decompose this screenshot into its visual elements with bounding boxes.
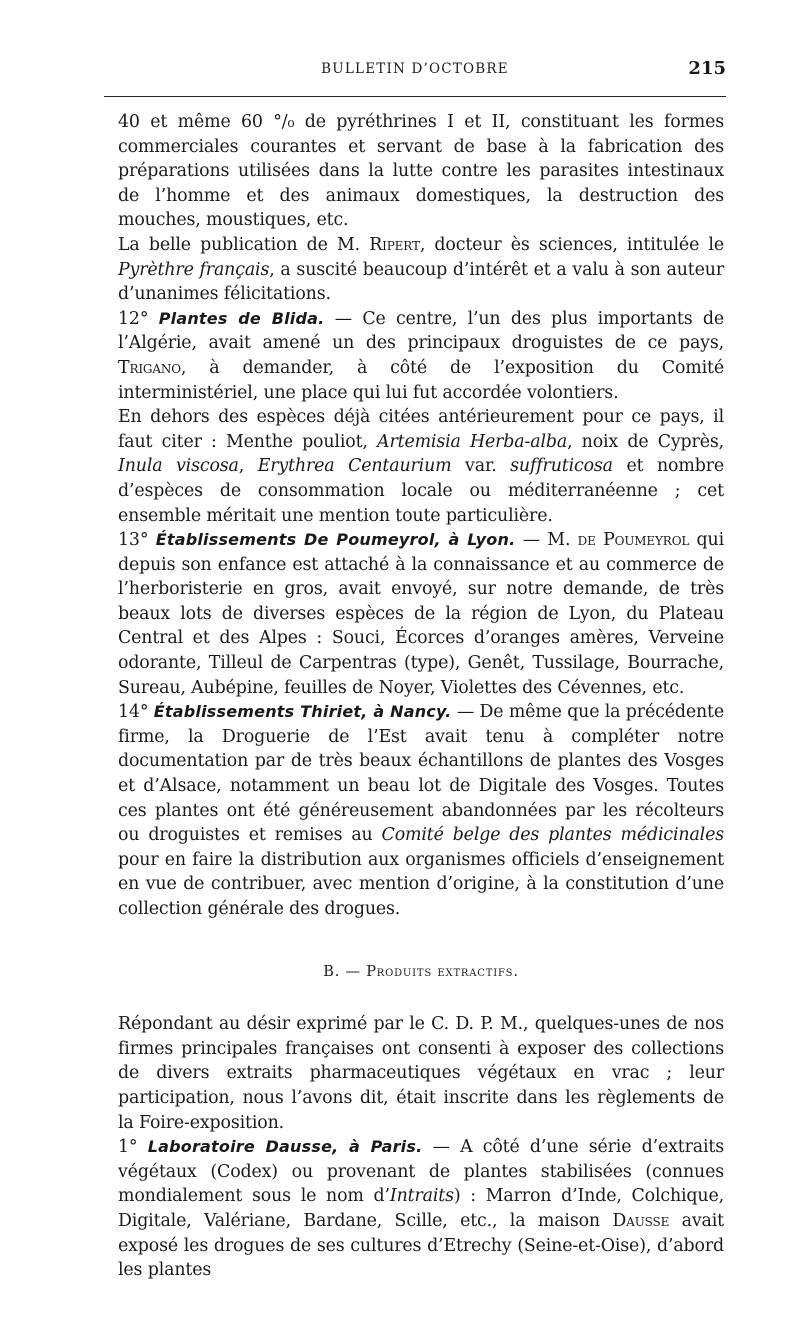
running-header	[104, 58, 726, 84]
text-run: ) : Marron d’Inde, Colchique, Digitale, Valériane, Bardane, Scille, etc., la maison	[118, 1186, 724, 1231]
person-name: Trigano	[118, 357, 181, 378]
text-run: ,	[238, 456, 258, 477]
item-heading: Établissements De Poumeyrol, à Lyon.	[155, 530, 516, 550]
text-run: — De même que la précédente firme, la Droguerie de l’Est avait tenu à compléter notre documentation par de très beaux échantillons de plantes des Vosges et d’Alsace, notamment un beau lot de Digitale des Vosges. Toutes ces plantes ont été généreusement abandonnées par les récolteurs ou droguistes et remises au	[118, 702, 724, 846]
author-name: Ripert	[369, 234, 420, 255]
species-name: suffruticosa	[510, 456, 613, 477]
body-text	[118, 110, 724, 1283]
text-run: et nombre d’espèces de consommation locale ou méditerranéenne ; cet ensemble méritait une mention toute particulière.	[118, 456, 724, 526]
header-rule	[104, 96, 726, 97]
paragraph-ripert	[118, 233, 724, 307]
product-name: Intraits	[389, 1186, 454, 1207]
text-run: var.	[451, 456, 511, 477]
header-title: BULLETIN D’OCTOBRE	[321, 61, 509, 77]
committee-name: Comité belge des plantes médicinales	[381, 825, 724, 846]
paragraph-especes	[118, 405, 724, 528]
item-heading: Plantes de Blida.	[158, 308, 325, 328]
text-run: , à demander, à côté de l’exposition du Comité interministériel, une place qui lui fut accordée volontiers.	[118, 357, 724, 403]
company-name: Dausse	[612, 1210, 670, 1231]
text-run: , a suscité beaucoup d’intérêt et a valu à son auteur d’unanimes félicitations.	[118, 259, 724, 305]
item-heading: Laboratoire Dausse, à Paris.	[147, 1137, 423, 1157]
paragraph-pyrethrines	[118, 110, 724, 233]
section-heading	[118, 960, 724, 985]
species-name: Artemisia Herba-alba	[377, 431, 568, 452]
text-run: , docteur ès sciences, intitulée le	[419, 234, 724, 255]
paragraph-blida	[118, 307, 724, 405]
paragraph-poumeyrol	[118, 528, 724, 700]
text-run: — M.	[515, 530, 578, 551]
text-run: avait exposé les drogues de ses cultures d’Etrechy (Seine-et-Oise), d’abord les plantes	[118, 1210, 724, 1281]
item-number: 13°	[118, 530, 156, 551]
text-run: , noix de Cyprès,	[567, 431, 724, 452]
publication-title: Pyrèthre français	[118, 259, 270, 280]
paragraph-text: 40 et même 60 °/₀ de pyréthrines I et II, constituant les formes commerciales courantes et servant de base à la fabrication des préparations utilisées dans la lutte contre les parasites intestinaux de l’homme et des animaux domestiques, la destruction des mouches, moustiques, etc.	[118, 112, 724, 231]
item-number: 12°	[118, 308, 159, 329]
section-title: Produits extractifs.	[366, 963, 519, 980]
text-run: — A côté d’une série d’extraits végétaux (Codex) ou provenant de plantes stabilisées (connues mondialement sous le nom d’	[118, 1137, 724, 1207]
species-name: Inula viscosa	[118, 456, 239, 477]
section-letter: B. —	[323, 963, 367, 980]
text-run: qui depuis son enfance est attaché à la connaissance et au commerce de l’herboristerie en gros, avait envoyé, sur notre demande, de très beaux lots de diverses espèces de la région de Lyon, du Plateau Central et des Alpes : Souci, Écorces d’oranges amères, Verveine odorante, Tilleul de Carpentras (type), Genêt, Tussilage, Bourrache, Sureau, Aubépine, feuilles de Noyer, Violettes des Cévennes, etc.	[118, 530, 725, 698]
paragraph-dausse	[118, 1135, 724, 1283]
text-run: La belle publication de M.	[118, 234, 370, 255]
item-number: 1°	[118, 1137, 148, 1158]
paragraph-thiriet	[118, 700, 724, 921]
person-name: de Poumeyrol	[577, 530, 690, 551]
paragraph-text: Répondant au désir exprimé par le C. D. P. M., quelques-unes de nos firmes principales françaises ont consenti à exposer des collections de divers extraits pharmaceutiques végétaux en vrac ; leur participation, nous l’avons dit, était inscrite dans les règlements de la Foire-exposition.	[118, 1014, 724, 1133]
paragraph-extraits	[118, 1012, 724, 1135]
page-number: 215	[688, 58, 726, 79]
item-number: 14°	[118, 702, 154, 723]
text-run: pour en faire la distribution aux organismes officiels d’enseignement en vue de contribuer, avec mention d’origine, à la constitution d’une collection générale des drogues.	[118, 849, 724, 919]
text-run: En dehors des espèces déjà citées antérieurement pour ce pays, il faut citer : Menthe pouliot,	[118, 407, 724, 452]
text-run: — Ce centre, l’un des plus importants de l’Algérie, avait amené un des principaux droguistes de ce pays,	[118, 308, 725, 354]
item-heading: Établissements Thiriet, à Nancy.	[153, 702, 452, 722]
species-name: Erythrea Centaurium	[257, 456, 452, 477]
